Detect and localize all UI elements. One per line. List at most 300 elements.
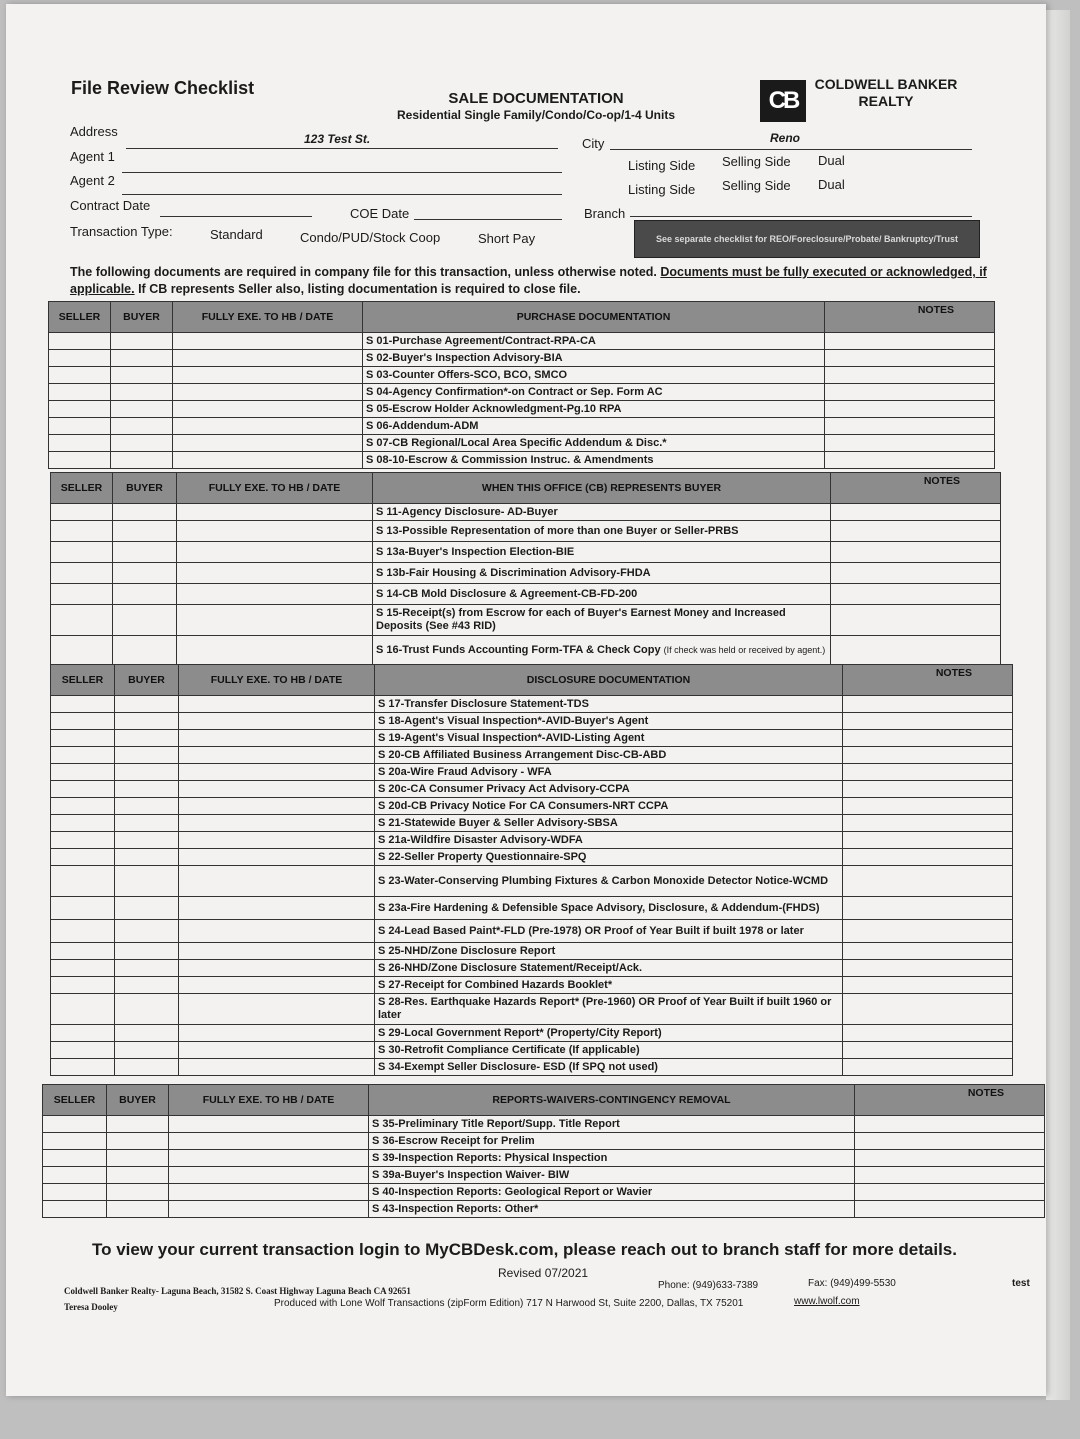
notes-cell[interactable] — [843, 920, 1013, 943]
seller-cell[interactable] — [43, 1167, 107, 1184]
item-label: S 17-Transfer Disclosure Statement-TDS — [378, 698, 589, 710]
tt-condo-option[interactable]: Condo/PUD/Stock Coop — [300, 230, 441, 245]
buyer-cell[interactable] — [115, 920, 179, 943]
coe-date-label: COE Date — [350, 206, 410, 221]
date-cell[interactable] — [179, 943, 375, 960]
section-title: WHEN THIS OFFICE (CB) REPRESENTS BUYER — [373, 473, 831, 504]
item-label: S 11-Agency Disclosure- AD-Buyer — [376, 506, 558, 518]
notes-cell[interactable] — [831, 521, 1001, 542]
date-cell[interactable] — [177, 521, 373, 542]
buyer-cell[interactable] — [115, 1042, 179, 1059]
seller-cell[interactable] — [49, 350, 111, 367]
buyer-cell[interactable] — [115, 730, 179, 747]
seller-cell[interactable] — [49, 384, 111, 401]
seller-cell[interactable] — [51, 897, 115, 920]
item-cell — [363, 367, 825, 384]
buyer-cell[interactable] — [113, 504, 177, 521]
item-cell — [373, 636, 831, 665]
col-notes: NOTES — [843, 665, 1013, 696]
table-row — [51, 977, 1013, 994]
buyer-cell[interactable] — [115, 798, 179, 815]
date-cell[interactable] — [177, 636, 373, 665]
item-cell — [375, 764, 843, 781]
table-row — [43, 1116, 1045, 1133]
notes-cell[interactable] — [831, 605, 1001, 636]
tt-shortpay-option[interactable]: Short Pay — [478, 231, 536, 246]
intro-part2: Documents must be fully executed or acknowledged, if applicable. — [70, 265, 987, 296]
item-label: S 15-Receipt(s) from Escrow for each of Buyer's Earnest Money and Increased Deposits (See #43 RID) — [376, 607, 786, 632]
table-row — [51, 713, 1013, 730]
item-label: S 02-Buyer's Inspection Advisory-BIA — [366, 352, 563, 364]
date-cell[interactable] — [177, 504, 373, 521]
seller-cell[interactable] — [43, 1201, 107, 1218]
date-cell[interactable] — [173, 418, 363, 435]
buyer-cell[interactable] — [113, 605, 177, 636]
test-label: test — [1012, 1278, 1030, 1289]
buyer-cell[interactable] — [115, 747, 179, 764]
seller-cell[interactable] — [51, 730, 115, 747]
branch-label: Branch — [584, 206, 626, 221]
reports-waivers-table — [42, 1084, 1045, 1218]
footer-login-message: To view your current transaction login to MyCBDesk.com, please reach out to branch staff for more details. — [92, 1240, 957, 1259]
date-cell[interactable] — [179, 960, 375, 977]
seller-cell[interactable] — [51, 696, 115, 713]
item-cell — [375, 960, 843, 977]
seller-cell[interactable] — [43, 1184, 107, 1201]
seller-cell[interactable] — [51, 542, 113, 563]
item-label: S 22-Seller Property Questionnaire-SPQ — [378, 851, 587, 863]
item-cell — [369, 1201, 855, 1218]
notes-cell[interactable] — [843, 1025, 1013, 1042]
item-label: S 24-Lead Based Paint*-FLD (Pre-1978) OR Proof of Year Built if built 1978 or later — [378, 925, 804, 937]
seller-cell[interactable] — [43, 1133, 107, 1150]
seller-cell[interactable] — [49, 367, 111, 384]
table-row — [51, 1059, 1013, 1076]
table-row — [51, 1042, 1013, 1059]
item-label: S 20c-CA Consumer Privacy Act Advisory-CCPA — [378, 783, 630, 795]
city-label: City — [582, 136, 605, 151]
seller-cell[interactable] — [51, 815, 115, 832]
date-cell[interactable] — [179, 815, 375, 832]
col-notes: NOTES — [825, 302, 995, 333]
item-label: S 35-Preliminary Title Report/Supp. Title Report — [372, 1118, 620, 1130]
notes-cell[interactable] — [825, 333, 995, 350]
notes-cell[interactable] — [843, 960, 1013, 977]
date-cell[interactable] — [173, 435, 363, 452]
col-seller: SELLER — [51, 665, 115, 696]
notes-cell[interactable] — [831, 504, 1001, 521]
table-row — [51, 815, 1013, 832]
date-cell[interactable] — [169, 1133, 369, 1150]
buyer-cell[interactable] — [115, 866, 179, 897]
table-row — [51, 960, 1013, 977]
buyer-cell[interactable] — [111, 350, 173, 367]
agent1-line[interactable] — [122, 172, 562, 173]
buyer-cell[interactable] — [107, 1201, 169, 1218]
agent2-label: Agent 2 — [70, 173, 115, 188]
notes-cell[interactable] — [855, 1133, 1045, 1150]
item-cell — [363, 384, 825, 401]
buyer-cell[interactable] — [115, 781, 179, 798]
date-cell[interactable] — [169, 1167, 369, 1184]
date-cell[interactable] — [179, 866, 375, 897]
seller-cell[interactable] — [49, 401, 111, 418]
item-cell — [375, 866, 843, 897]
notes-cell[interactable] — [843, 781, 1013, 798]
buyer-cell[interactable] — [107, 1184, 169, 1201]
notes-cell[interactable] — [855, 1167, 1045, 1184]
seller-cell[interactable] — [51, 960, 115, 977]
buyer-cell[interactable] — [111, 452, 173, 469]
agent2-line[interactable] — [122, 194, 562, 195]
date-cell[interactable] — [177, 605, 373, 636]
seller-cell[interactable] — [51, 605, 113, 636]
buyer-cell[interactable] — [115, 897, 179, 920]
notes-cell[interactable] — [843, 696, 1013, 713]
buyer-cell[interactable] — [115, 943, 179, 960]
item-cell — [373, 605, 831, 636]
seller-cell[interactable] — [51, 636, 113, 665]
address-label: Address — [70, 124, 118, 139]
seller-cell[interactable] — [51, 1059, 115, 1076]
col-buyer: BUYER — [111, 302, 173, 333]
table-row — [43, 1133, 1045, 1150]
item-cell — [375, 696, 843, 713]
notes-cell[interactable] — [825, 418, 995, 435]
item-cell — [363, 401, 825, 418]
seller-cell[interactable] — [43, 1116, 107, 1133]
notes-cell[interactable] — [843, 849, 1013, 866]
table-row — [51, 897, 1013, 920]
table-row — [49, 418, 995, 435]
seller-cell[interactable] — [51, 764, 115, 781]
item-label: S 36-Escrow Receipt for Prelim — [372, 1135, 535, 1147]
item-label: S 23-Water-Conserving Plumbing Fixtures & Carbon Monoxide Detector Notice-WCMD — [378, 874, 829, 887]
notes-cell[interactable] — [825, 401, 995, 418]
transaction-type-label: Transaction Type: — [70, 224, 173, 239]
table-row — [43, 1150, 1045, 1167]
reo-checklist-note: See separate checklist for REO/Foreclosure/Probate/ Bankruptcy/Trust — [634, 220, 980, 258]
notes-cell[interactable] — [831, 563, 1001, 584]
notes-cell[interactable] — [843, 943, 1013, 960]
branch-line[interactable] — [630, 216, 972, 217]
item-label: S 28-Res. Earthquake Hazards Report* (Pre-1960) OR Proof of Year Built if built 1960 or later — [378, 996, 832, 1021]
item-label: S 23a-Fire Hardening & Defensible Space Advisory, Disclosure, & Addendum-(FHDS) — [378, 902, 820, 914]
notes-cell[interactable] — [831, 584, 1001, 605]
item-label: S 13a-Buyer's Inspection Election-BIE — [376, 546, 575, 558]
date-cell[interactable] — [179, 832, 375, 849]
date-cell[interactable] — [179, 1025, 375, 1042]
office-phone: Phone: (949)633-7389 — [658, 1280, 759, 1291]
table-header-row — [43, 1085, 1045, 1116]
col-fully-executed: FULLY EXE. TO HB / DATE — [179, 665, 375, 696]
buyer-cell[interactable] — [107, 1150, 169, 1167]
buyer-cell[interactable] — [115, 1059, 179, 1076]
seller-cell[interactable] — [51, 1042, 115, 1059]
item-cell — [375, 920, 843, 943]
item-label: S 21a-Wildfire Disaster Advisory-WDFA — [378, 834, 583, 846]
item-cell — [373, 542, 831, 563]
item-label: S 39a-Buyer's Inspection Waiver- BIW — [372, 1169, 570, 1181]
item-cell — [375, 747, 843, 764]
buyer-cell[interactable] — [111, 401, 173, 418]
buyer-cell[interactable] — [115, 832, 179, 849]
table-row — [51, 1025, 1013, 1042]
date-cell[interactable] — [179, 1042, 375, 1059]
notes-cell[interactable] — [843, 1059, 1013, 1076]
date-cell[interactable] — [179, 764, 375, 781]
col-buyer: BUYER — [115, 665, 179, 696]
notes-cell[interactable] — [843, 897, 1013, 920]
buyer-cell[interactable] — [107, 1167, 169, 1184]
date-cell[interactable] — [179, 713, 375, 730]
buyer-cell[interactable] — [111, 367, 173, 384]
brand-line1: COLDWELL BANKER — [814, 76, 958, 92]
buyer-cell[interactable] — [111, 333, 173, 350]
notes-cell[interactable] — [855, 1201, 1045, 1218]
buyer-cell[interactable] — [115, 849, 179, 866]
notes-cell[interactable] — [825, 367, 995, 384]
brand-name — [806, 76, 966, 110]
notes-cell[interactable] — [825, 350, 995, 367]
seller-cell[interactable] — [49, 418, 111, 435]
buyer-cell[interactable] — [115, 1025, 179, 1042]
buyer-cell[interactable] — [107, 1133, 169, 1150]
notes-cell[interactable] — [843, 798, 1013, 815]
item-label: S 27-Receipt for Combined Hazards Booklet* — [378, 979, 613, 991]
table-row — [49, 333, 995, 350]
buyer-cell[interactable] — [115, 696, 179, 713]
table-row — [49, 350, 995, 367]
seller-cell[interactable] — [43, 1150, 107, 1167]
buyer-cell[interactable] — [115, 977, 179, 994]
table-row — [51, 636, 1001, 665]
buyer-cell[interactable] — [111, 418, 173, 435]
notes-cell[interactable] — [843, 866, 1013, 897]
notes-cell[interactable] — [843, 747, 1013, 764]
item-cell — [375, 1025, 843, 1042]
date-cell[interactable] — [179, 730, 375, 747]
seller-cell[interactable] — [51, 832, 115, 849]
item-cell — [375, 977, 843, 994]
table-row — [51, 920, 1013, 943]
buyer-cell[interactable] — [115, 960, 179, 977]
item-cell — [375, 1059, 843, 1076]
contract-date-label: Contract Date — [70, 198, 151, 213]
seller-cell[interactable] — [51, 781, 115, 798]
notes-cell[interactable] — [855, 1116, 1045, 1133]
date-cell[interactable] — [173, 333, 363, 350]
section-title: PURCHASE DOCUMENTATION — [363, 302, 825, 333]
item-label: S 13b-Fair Housing & Discrimination Advisory-FHDA — [376, 567, 651, 579]
notes-cell[interactable] — [843, 713, 1013, 730]
buyer-cell[interactable] — [115, 815, 179, 832]
buyer-cell[interactable] — [107, 1116, 169, 1133]
coe-date-line[interactable] — [414, 219, 562, 220]
notes-cell[interactable] — [843, 832, 1013, 849]
date-cell[interactable] — [173, 401, 363, 418]
notes-cell[interactable] — [843, 815, 1013, 832]
date-cell[interactable] — [179, 696, 375, 713]
agent2-listing-side[interactable]: Listing Side — [628, 182, 696, 197]
item-cell — [373, 563, 831, 584]
table-row — [51, 696, 1013, 713]
agent1-dual[interactable]: Dual — [818, 153, 845, 168]
date-cell[interactable] — [179, 747, 375, 764]
notes-cell[interactable] — [855, 1150, 1045, 1167]
seller-cell[interactable] — [49, 333, 111, 350]
date-cell[interactable] — [179, 1059, 375, 1076]
item-cell — [375, 897, 843, 920]
date-cell[interactable] — [177, 584, 373, 605]
agent-name: Teresa Dooley — [64, 1302, 118, 1312]
address-value[interactable]: 123 Test St. — [304, 132, 371, 146]
agent2-selling-side[interactable]: Selling Side — [722, 178, 791, 193]
date-cell[interactable] — [169, 1184, 369, 1201]
table-row — [51, 563, 1001, 584]
date-cell[interactable] — [169, 1201, 369, 1218]
item-label: S 40-Inspection Reports: Geological Report or Wavier — [372, 1186, 653, 1198]
notes-cell[interactable] — [831, 542, 1001, 563]
contract-date-line[interactable] — [160, 216, 312, 217]
agent1-selling-side[interactable]: Selling Side — [722, 154, 791, 169]
seller-cell[interactable] — [51, 584, 113, 605]
notes-cell[interactable] — [843, 730, 1013, 747]
seller-cell[interactable] — [51, 713, 115, 730]
form-title: File Review Checklist — [71, 78, 255, 98]
date-cell[interactable] — [173, 350, 363, 367]
intro-text — [70, 264, 990, 298]
notes-cell[interactable] — [843, 764, 1013, 781]
item-label: S 39-Inspection Reports: Physical Inspection — [372, 1152, 608, 1164]
item-cell — [375, 730, 843, 747]
seller-cell[interactable] — [51, 563, 113, 584]
produced-with: Produced with Lone Wolf Transactions (zipForm Edition) 717 N Harwood St, Suite 2200, Dallas, TX 75201 — [274, 1298, 744, 1309]
date-cell[interactable] — [179, 920, 375, 943]
agent2-dual[interactable]: Dual — [818, 177, 845, 192]
date-cell[interactable] — [177, 563, 373, 584]
seller-cell[interactable] — [49, 452, 111, 469]
notes-cell[interactable] — [825, 384, 995, 401]
date-cell[interactable] — [179, 849, 375, 866]
item-cell — [375, 798, 843, 815]
buyer-cell[interactable] — [113, 636, 177, 665]
seller-cell[interactable] — [51, 798, 115, 815]
date-cell[interactable] — [179, 897, 375, 920]
date-cell[interactable] — [179, 798, 375, 815]
table-row — [51, 832, 1013, 849]
notes-cell[interactable] — [843, 1042, 1013, 1059]
table-row — [51, 542, 1001, 563]
agent1-listing-side[interactable]: Listing Side — [628, 158, 696, 173]
tt-standard-option[interactable]: Standard — [210, 227, 263, 242]
intro-part1: The following documents are required in company file for this transaction, unless otherwise noted. — [70, 265, 661, 279]
seller-cell[interactable] — [51, 1025, 115, 1042]
item-label: S 21-Statewide Buyer & Seller Advisory-SBSA — [378, 817, 618, 829]
seller-cell[interactable] — [51, 994, 115, 1025]
table-row — [43, 1201, 1045, 1218]
notes-cell[interactable] — [825, 435, 995, 452]
item-label: S 01-Purchase Agreement/Contract-RPA-CA — [366, 335, 596, 347]
table-row — [51, 504, 1001, 521]
date-cell[interactable] — [173, 384, 363, 401]
table-row — [51, 730, 1013, 747]
item-cell — [375, 781, 843, 798]
date-cell[interactable] — [173, 367, 363, 384]
col-fully-executed: FULLY EXE. TO HB / DATE — [177, 473, 373, 504]
seller-cell[interactable] — [51, 866, 115, 897]
item-label: S 08-10-Escrow & Commission Instruc. & Amendments — [366, 454, 654, 466]
buyer-cell[interactable] — [113, 584, 177, 605]
table-row — [51, 584, 1001, 605]
seller-cell[interactable] — [51, 504, 113, 521]
item-label: S 26-NHD/Zone Disclosure Statement/Receipt/Ack. — [378, 962, 643, 974]
item-cell — [363, 452, 825, 469]
table-row — [43, 1167, 1045, 1184]
date-cell[interactable] — [173, 452, 363, 469]
buyer-cell[interactable] — [115, 713, 179, 730]
buyer-cell[interactable] — [113, 521, 177, 542]
table-row — [51, 521, 1001, 542]
item-cell — [375, 994, 843, 1025]
seller-cell[interactable] — [51, 920, 115, 943]
seller-cell[interactable] — [51, 747, 115, 764]
seller-cell[interactable] — [51, 943, 115, 960]
table-header-row — [51, 665, 1013, 696]
office-fax: Fax: (949)499-5530 — [808, 1278, 896, 1289]
item-label: S 04-Agency Confirmation*-on Contract or Sep. Form AC — [366, 386, 663, 398]
buyer-cell[interactable] — [113, 542, 177, 563]
buyer-cell[interactable] — [115, 994, 179, 1025]
seller-cell[interactable] — [51, 849, 115, 866]
date-cell[interactable] — [169, 1150, 369, 1167]
notes-cell[interactable] — [843, 994, 1013, 1025]
item-label: S 07-CB Regional/Local Area Specific Addendum & Disc.* — [366, 437, 667, 449]
seller-cell[interactable] — [51, 977, 115, 994]
notes-cell[interactable] — [831, 636, 1001, 665]
item-label: S 19-Agent's Visual Inspection*-AVID-Listing Agent — [378, 732, 645, 744]
seller-cell[interactable] — [51, 521, 113, 542]
item-cell — [375, 832, 843, 849]
notes-cell[interactable] — [855, 1184, 1045, 1201]
office-address: Coldwell Banker Realty- Laguna Beach, 31582 S. Coast Highway Laguna Beach CA 92651 — [64, 1286, 411, 1296]
item-label: S 20-CB Affiliated Business Arrangement Disc-CB-ABD — [378, 749, 667, 761]
city-value[interactable]: Reno — [770, 131, 800, 145]
date-cell[interactable] — [179, 977, 375, 994]
item-note: (If check was held or received by agent.) — [663, 644, 826, 655]
notes-cell[interactable] — [825, 452, 995, 469]
table-row — [51, 605, 1001, 636]
date-cell[interactable] — [177, 542, 373, 563]
notes-cell[interactable] — [843, 977, 1013, 994]
seller-cell[interactable] — [49, 435, 111, 452]
table-header-row — [49, 302, 995, 333]
col-seller: SELLER — [43, 1085, 107, 1116]
buyer-cell[interactable] — [111, 435, 173, 452]
item-label: S 20d-CB Privacy Notice For CA Consumers-NRT CCPA — [378, 800, 669, 812]
table-row — [51, 764, 1013, 781]
buyer-cell[interactable] — [115, 764, 179, 781]
purchase-documentation-table — [48, 301, 995, 469]
lwolf-link[interactable]: www.lwolf.com — [794, 1296, 860, 1307]
date-cell[interactable] — [179, 994, 375, 1025]
item-label: S 13-Possible Representation of more than one Buyer or Seller-PRBS — [376, 525, 739, 537]
date-cell[interactable] — [169, 1116, 369, 1133]
date-cell[interactable] — [179, 781, 375, 798]
buyer-cell[interactable] — [113, 563, 177, 584]
item-cell — [363, 350, 825, 367]
buyer-cell[interactable] — [111, 384, 173, 401]
